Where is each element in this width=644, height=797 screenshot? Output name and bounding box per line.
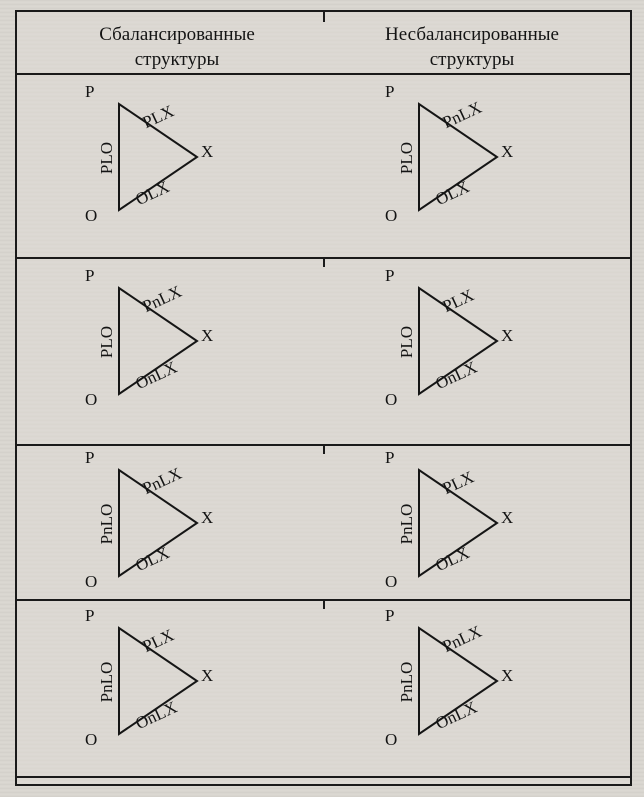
edge-p-o-label: PnLO xyxy=(397,503,416,545)
edge-o-x-label: OLX xyxy=(432,177,473,210)
node-x: X xyxy=(201,666,214,685)
node-o: O xyxy=(85,572,98,591)
row-divider xyxy=(17,776,630,778)
node-p: P xyxy=(85,606,95,625)
node-o: O xyxy=(385,730,398,749)
node-o: O xyxy=(385,206,398,225)
triangle-diagram xyxy=(385,82,575,252)
node-p: P xyxy=(85,266,95,285)
edge-p-x-label: PnLX xyxy=(439,621,485,657)
column-divider-mark xyxy=(323,12,325,22)
column-divider-mark xyxy=(323,257,325,267)
edge-o-x-label: OLX xyxy=(132,177,173,210)
edge-p-o-label: PLO xyxy=(97,141,116,175)
node-p: P xyxy=(385,606,395,625)
edge-p-x-label: PLX xyxy=(139,625,177,657)
balance-structures-table xyxy=(15,10,632,786)
node-o: O xyxy=(85,730,98,749)
row-divider xyxy=(17,73,630,75)
edge-p-o-label: PLO xyxy=(397,325,416,359)
edge-p-o-label: PnLO xyxy=(397,661,416,703)
triangle-diagram xyxy=(385,448,575,618)
edge-p-x-label: PLX xyxy=(439,285,477,317)
node-x: X xyxy=(201,326,214,345)
edge-p-x-label: PLX xyxy=(139,101,177,133)
edge-p-o-label: PLO xyxy=(97,325,116,359)
edge-p-x-label: PLX xyxy=(439,467,477,499)
edge-o-x-label: OLX xyxy=(432,543,473,576)
edge-o-x-label: OnLX xyxy=(132,697,180,734)
node-o: O xyxy=(385,572,398,591)
edge-p-o-label: PLO xyxy=(397,141,416,175)
triangle-diagram xyxy=(85,82,275,252)
edge-p-o-label: PnLO xyxy=(97,661,116,703)
edge-o-x-label: OnLX xyxy=(132,357,180,394)
node-x: X xyxy=(501,142,514,161)
node-o: O xyxy=(85,206,98,225)
edge-o-x-label: OnLX xyxy=(432,697,480,734)
triangle-diagram xyxy=(85,606,275,776)
node-x: X xyxy=(201,508,214,527)
node-p: P xyxy=(385,266,395,285)
node-x: X xyxy=(501,508,514,527)
triangle-diagram xyxy=(385,266,575,436)
column-divider-mark xyxy=(323,599,325,609)
edge-p-o-label: PnLO xyxy=(97,503,116,545)
edge-p-x-label: PnLX xyxy=(139,463,185,499)
triangle-diagram xyxy=(385,606,575,776)
edge-p-x-label: PnLX xyxy=(439,97,485,133)
node-x: X xyxy=(201,142,214,161)
edge-o-x-label: OnLX xyxy=(432,357,480,394)
node-p: P xyxy=(85,82,95,101)
triangle-diagram xyxy=(85,448,275,618)
node-o: O xyxy=(385,390,398,409)
node-x: X xyxy=(501,326,514,345)
node-p: P xyxy=(85,448,95,467)
header-unbalanced: Несбалансированные структуры xyxy=(385,24,559,70)
node-p: P xyxy=(385,82,395,101)
column-divider-mark xyxy=(323,444,325,454)
node-o: O xyxy=(85,390,98,409)
edge-o-x-label: OLX xyxy=(132,543,173,576)
node-p: P xyxy=(385,448,395,467)
node-x: X xyxy=(501,666,514,685)
header-balanced: Сбалансированные структуры xyxy=(99,24,255,70)
edge-p-x-label: PnLX xyxy=(139,281,185,317)
triangle-diagram xyxy=(85,266,275,436)
